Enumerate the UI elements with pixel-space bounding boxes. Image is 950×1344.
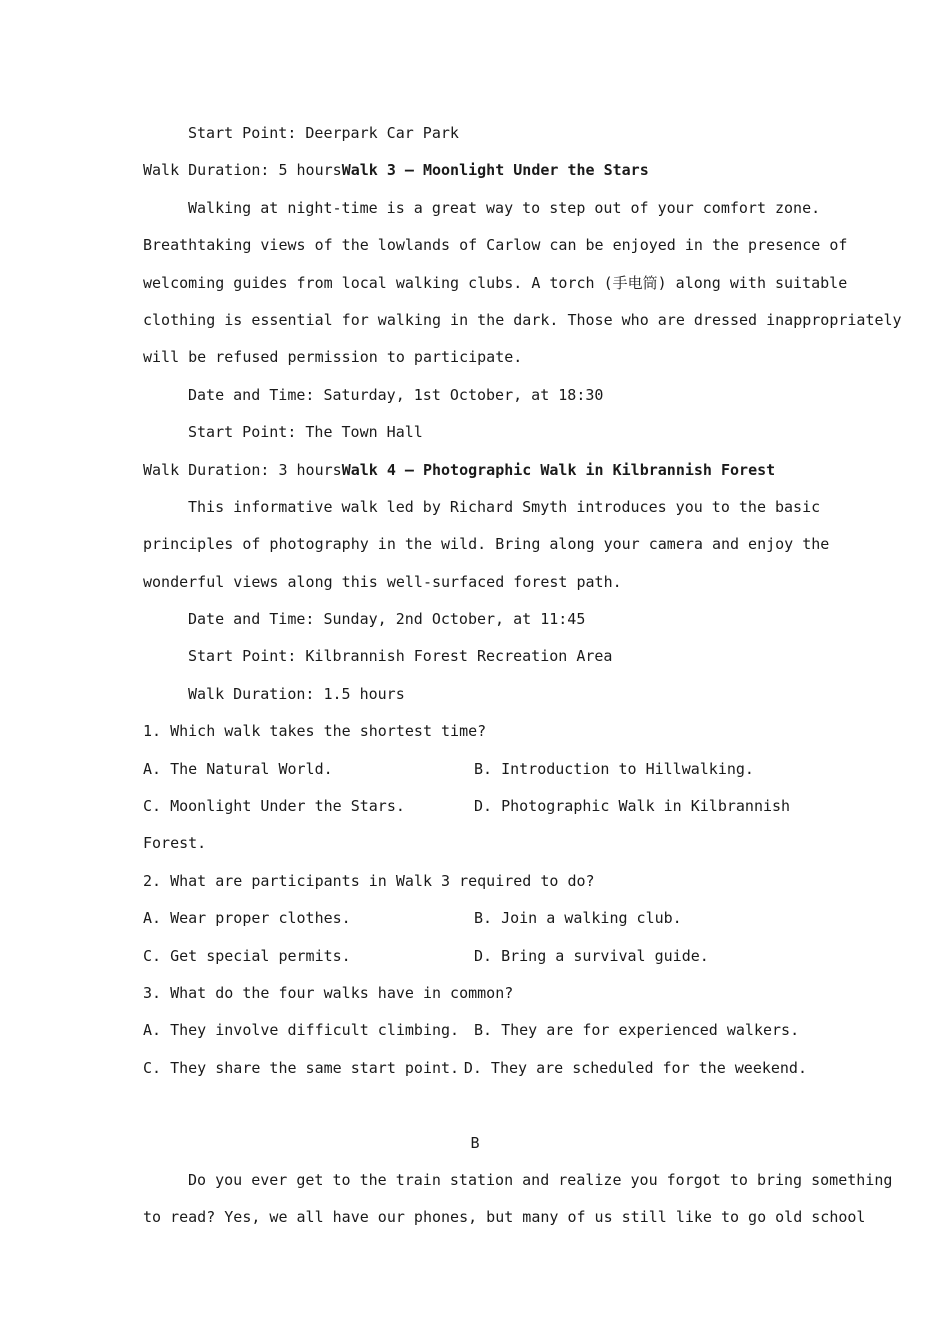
option-b: B. Introduction to Hillwalking. [474, 759, 754, 778]
option-row [143, 1012, 807, 1049]
section-b-line: Do you ever get to the train station and realize you forgot to bring something [188, 1170, 893, 1189]
section-b-heading: B [470, 1133, 480, 1152]
walk3-start-point: Start Point: The Town Hall [188, 423, 423, 442]
option-d: D. Bring a survival guide. [474, 946, 709, 965]
question-stem: 3. What do the four walks have in common? [143, 983, 514, 1002]
option-c: C. Get special permits. [143, 946, 351, 965]
option-row [143, 751, 807, 788]
walk3-desc-line: Walking at night-time is a great way to step out of your comfort zone. [188, 198, 821, 217]
option-a: A. They involve difficult climbing. [143, 1021, 460, 1040]
walk4-start-point: Start Point: Kilbrannish Forest Recreation Area [188, 647, 613, 666]
walk3-desc-line: Breathtaking views of the lowlands of Carlow can be enjoyed in the presence of [143, 236, 848, 255]
question-stem: 1. Which walk takes the shortest time? [143, 722, 487, 741]
option-row [143, 1050, 807, 1087]
option-row [143, 900, 807, 937]
walk2-start-point: Start Point: Deerpark Car Park [188, 124, 459, 142]
walk3-desc-line: welcoming guides from local walking clubs. A torch (手电筒) along with suitable [143, 273, 848, 292]
walk3-heading-line [143, 152, 807, 189]
option-d: D. Photographic Walk in Kilbrannish [474, 797, 791, 816]
walk2-duration: Walk Duration: 5 hours [143, 161, 342, 180]
walk4-desc-line: principles of photography in the wild. Bring along your camera and enjoy the [143, 535, 830, 554]
walk4-desc-line: This informative walk led by Richard Smyth introduces you to the basic [188, 497, 821, 516]
section-b-line: to read? Yes, we all have our phones, but many of us still like to go old school [143, 1208, 866, 1227]
option-d-continued: Forest. [143, 834, 207, 853]
option-c: C. They share the same start point. [143, 1058, 460, 1077]
walk3-date-time: Date and Time: Saturday, 1st October, at 18:30 [188, 385, 604, 404]
walk4-title: Walk 4 — Photographic Walk in Kilbrannish Forest [341, 460, 776, 479]
walk4-duration: Walk Duration: 1.5 hours [188, 684, 405, 703]
document-page [143, 115, 902, 1237]
walk3-title: Walk 3 — Moonlight Under the Stars [341, 161, 649, 180]
walk4-date-time: Date and Time: Sunday, 2nd October, at 11:45 [188, 610, 586, 629]
option-b: B. Join a walking club. [474, 909, 682, 928]
option-b: B. They are for experienced walkers. [474, 1021, 800, 1040]
option-row [143, 938, 807, 975]
option-d: D. They are scheduled for the weekend. [463, 1058, 807, 1077]
question-stem: 2. What are participants in Walk 3 required to do? [143, 871, 595, 890]
walk3-duration: Walk Duration: 3 hours [143, 460, 342, 479]
option-row [143, 788, 807, 825]
walk4-desc-line: wonderful views along this well-surfaced forest path. [143, 572, 622, 591]
section-gap [143, 1087, 807, 1124]
walk3-desc-line: clothing is essential for walking in the dark. Those who are dressed inappropriately [143, 310, 902, 329]
walk3-desc-line: will be refused permission to participate. [143, 348, 523, 367]
option-a: A. The Natural World. [143, 759, 333, 778]
walk4-heading-line [143, 452, 807, 489]
option-a: A. Wear proper clothes. [143, 909, 351, 928]
option-c: C. Moonlight Under the Stars. [143, 797, 405, 816]
